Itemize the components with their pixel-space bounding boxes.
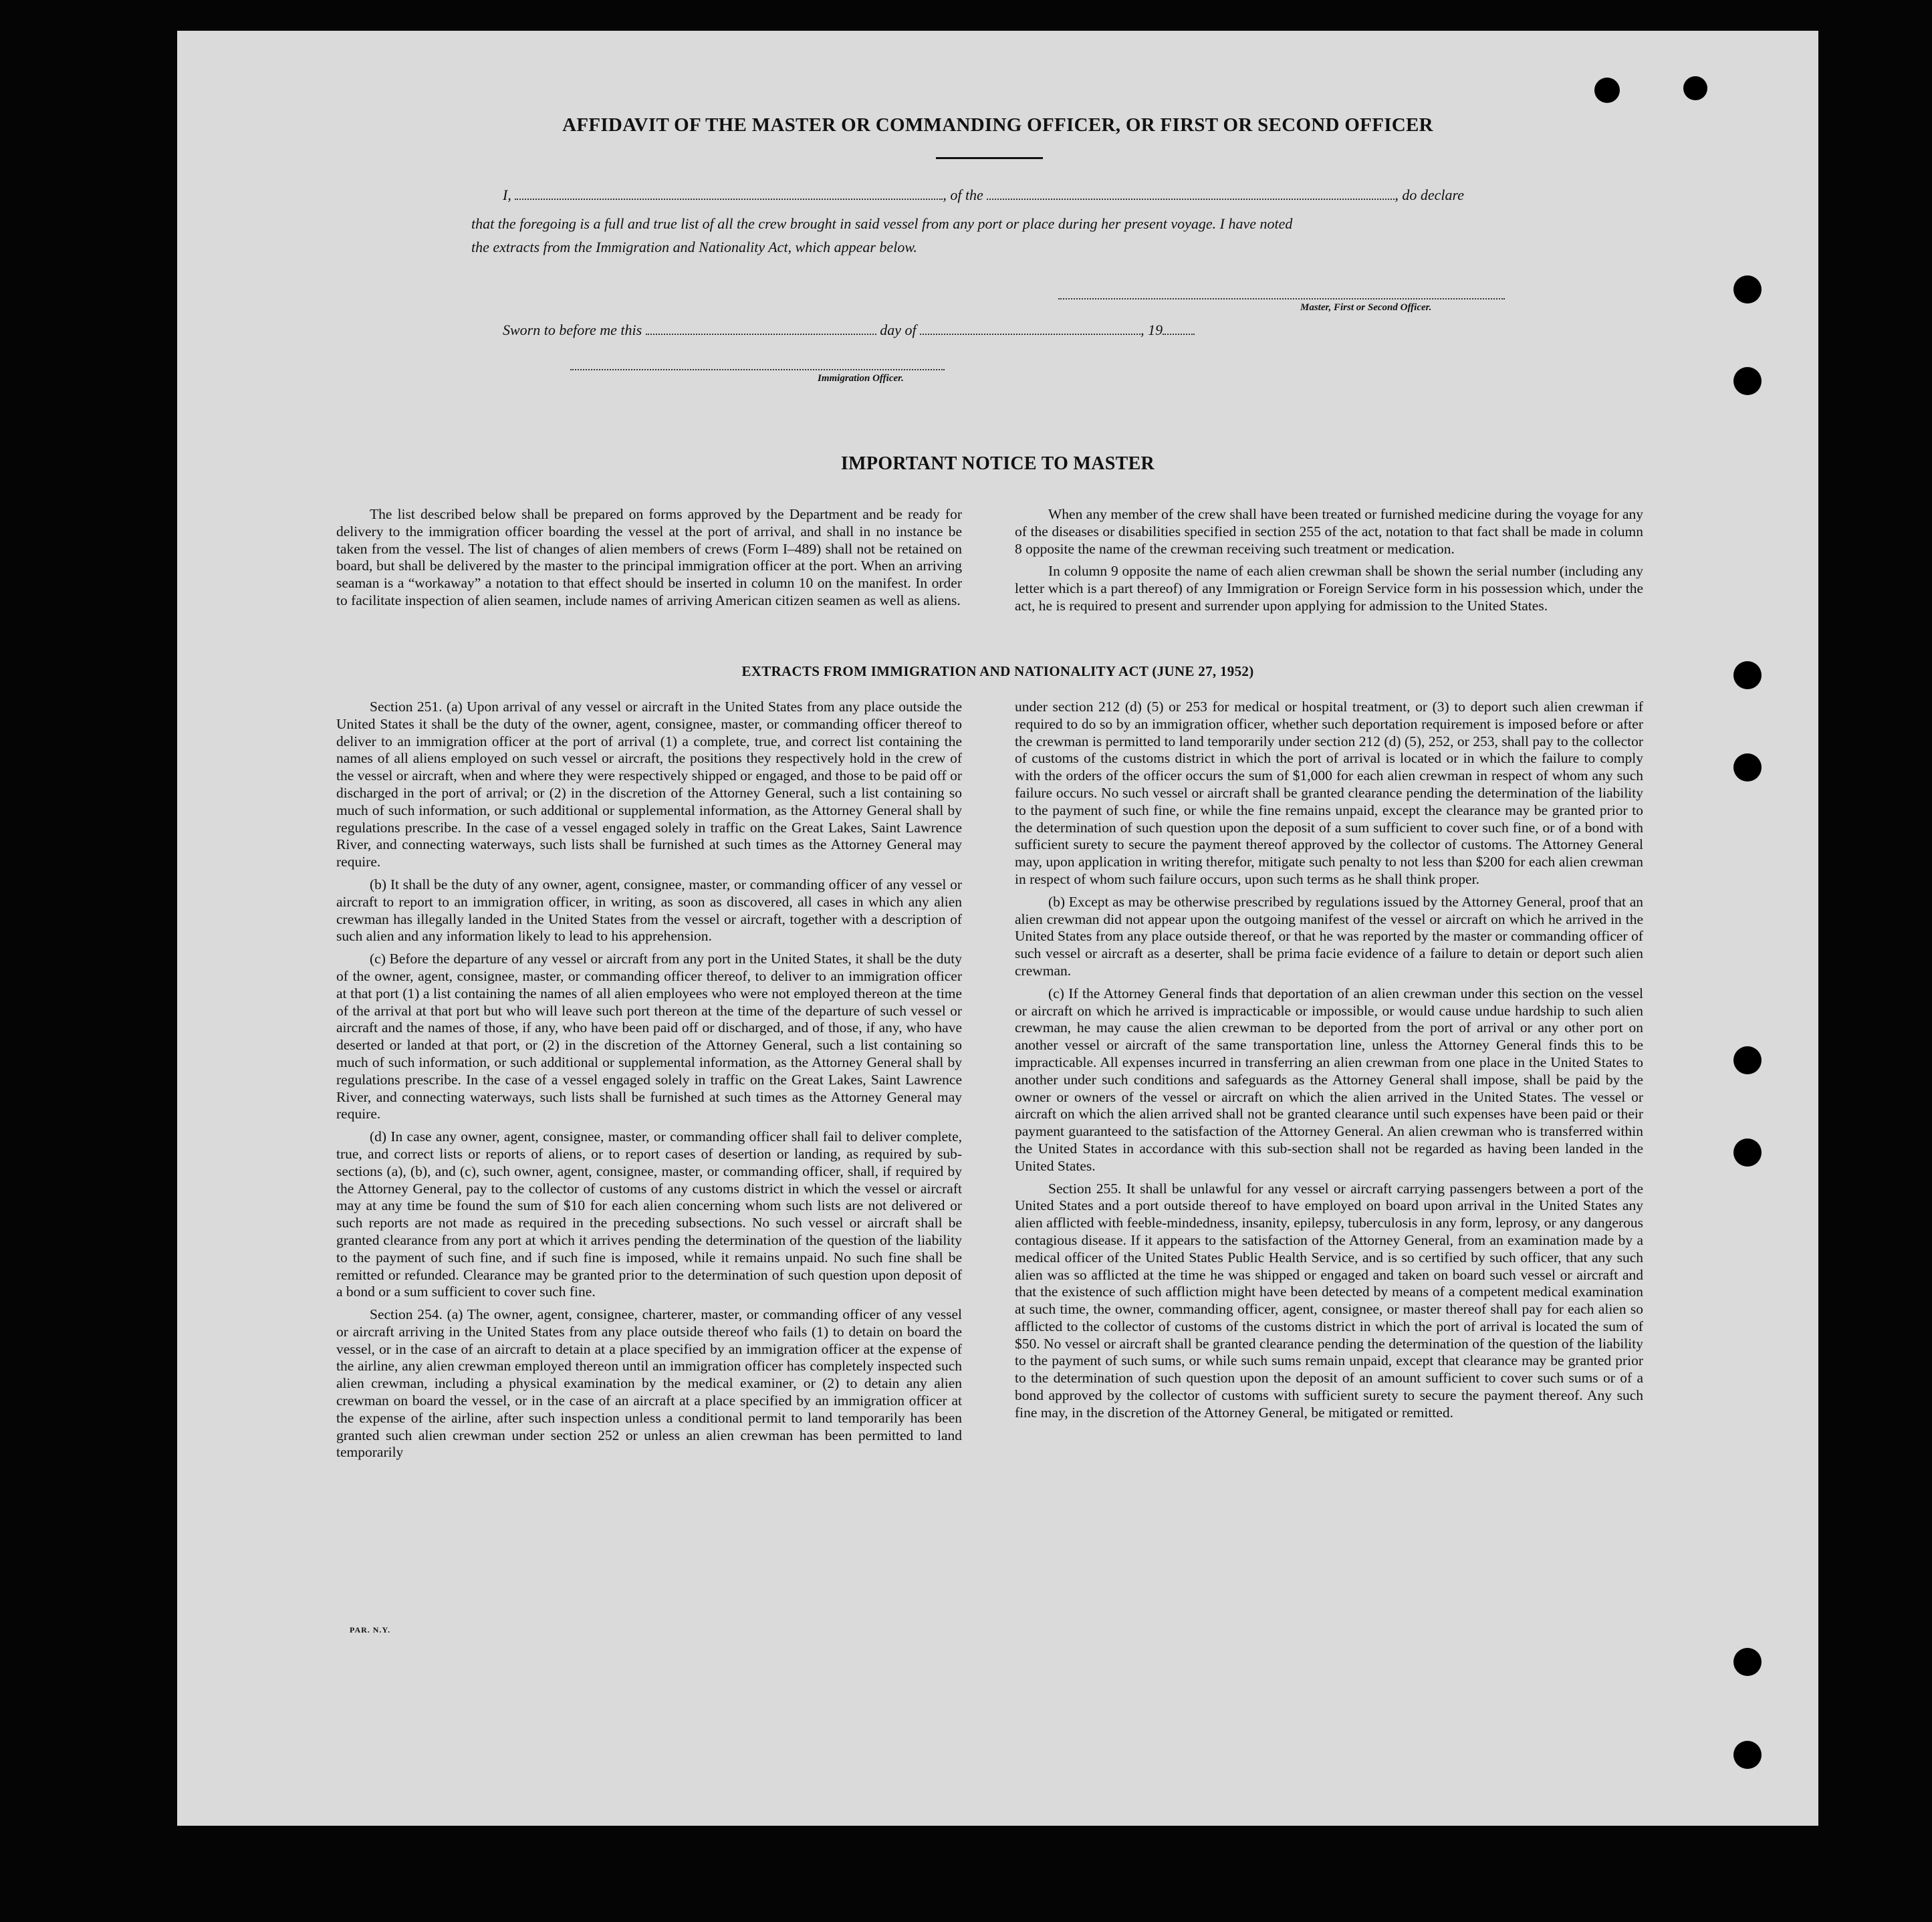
name-blank[interactable] <box>515 199 943 200</box>
notice-right-column <box>1015 506 1643 620</box>
notice-title: IMPORTANT NOTICE TO MASTER <box>840 453 1155 474</box>
section-254a-continued: under section 212 (d) (5) or 253 for medical or hospital treatment, or (3) to deport such alien crewman if required to do so by an immigration officer, whether such deportation requirement is imposed before or after the crewman is permitted to land temporarily under section 212 (d) (5), 252, or 253, shall pay to the collector of customs of the customs district in which the port of arrival is located or in which the failure to comply with the orders of the officer occurs the sum of $1,000 for each alien crewman in respect of whom any such failure occurs. No such vessel or aircraft shall be granted clearance pending the determination of the liability to the payment of such fine, or while the fine remains unpaid, except the clearance may be granted prior to the determination of such question upon the deposit of a sum sufficient to cover such fine, or of a bond with sufficient surety to secure the payment thereof approved by the collector of customs. The Attorney General may, upon application in writing therefor, mitigate such penalty to not less than $200 for each alien crewman in respect of whom such failure occurs, upon such terms as he shall think proper. <box>1015 699 1643 887</box>
master-caption: Master, First or Second Officer. <box>1300 302 1432 313</box>
punch-hole <box>1683 76 1707 100</box>
notice-left-paragraph: The list described below shall be prepared on forms approved by the Department and be ready for delivery to the immigration officer boarding the vessel at the port of arrival, and shall in no instance be taken from the vessel. The list of changes of alien members of crews (Form I–489) shall not be retained on board, but shall be delivered by the master to the principal immigration officer at the port. When an arriving seaman is a “workaway” a notation to that effect should be inserted in column 10 on the manifest. In order to facilitate inspection of alien seamen, include names of arriving American citizen seamen as well as aliens. <box>336 506 962 608</box>
sworn-year-blank[interactable] <box>1163 334 1195 335</box>
punch-hole <box>1733 753 1762 782</box>
punch-hole <box>1733 275 1762 304</box>
year-text: , 19 <box>1140 322 1163 338</box>
affidavit-line-2: that the foregoing is a full and true list of all the crew brought in said vessel from any port or place during her present voyage. I have noted <box>471 215 1293 232</box>
affidavit-title: AFFIDAVIT OF THE MASTER OR COMMANDING OFFICER, OR FIRST OR SECOND OFFICER <box>562 114 1433 136</box>
punch-hole <box>1733 1138 1762 1167</box>
punch-hole <box>1733 1648 1762 1676</box>
notice-right-paragraph-2: In column 9 opposite the name of each alien crewman shall be shown the serial number (including any letter which is a part thereof) of any Immigration or Foreign Service form in his possession which, under the act, he is required to present and surrender upon applying for admission to the United States. <box>1015 563 1643 614</box>
day-of-text: day of <box>880 322 917 338</box>
section-254c: (c) If the Attorney General finds that deportation of an alien crewman under this section on the vessel or aircraft on which he arrived is impracticable or impossible, or would cause undue hardship to such alien crewman, he may cause the alien crewman to be deported from the port of arrival or any other port on another vessel or aircraft of the same transportation line, unless the Attorney General finds this to be impracticable. All expenses incurred in transferring an alien crewman from one place in the United States to another under such conditions and safeguards as the Attorney General shall impose, shall be paid by the owner or owners of the vessel or aircraft on which the alien arrived in the United States. The vessel or aircraft on which the alien arrived shall not be granted clearance until such expenses have been paid or their payment guaranteed to the satisfaction of the Attorney General. An alien crewman who is transferred within the United States in accordance with this sub-section shall not be regarded as having been landed in the United States. <box>1015 985 1643 1174</box>
notice-left-column <box>336 506 962 615</box>
affidavit-line-3: the extracts from the Immigration and Nationality Act, which appear below. <box>471 239 917 255</box>
punch-hole <box>1733 367 1762 395</box>
sworn-text: Sworn to before me this <box>503 322 642 338</box>
section-254b: (b) Except as may be otherwise prescribed by regulations issued by the Attorney General, proof that an alien crewman did not appear upon the outgoing manifest of the vessel or aircraft on which he arrived in the United States from any place outside thereof, or that he was reported by the master or commanding officer of such vessel or aircraft as a deserter, shall be prima facie evidence of a failure to detain or deport such alien crewman. <box>1015 893 1643 979</box>
extracts-left-column <box>336 699 962 1467</box>
master-signature-line[interactable] <box>1058 298 1505 299</box>
sworn-day-blank[interactable] <box>646 334 876 335</box>
section-251d: (d) In case any owner, agent, consignee, master, or commanding officer shall fail to deliver complete, true, and correct lists or reports of aliens, or to report cases of desertion or landing, as required by sub-sections (a), (b), and (c), such owner, agent, consignee, master, or commanding officer, shall, if required by the Attorney General, pay to the collector of customs of any customs district in which the vessel or aircraft may at any time be found the sum of $10 for each alien concerning whom such lists are not delivered or such reports are not made as required in the preceding subsections. No such vessel or aircraft shall be granted clearance from any port at which it arrives pending the determination of the question of the liability to the payment of such fine, and if such fine is imposed, while it remains unpaid. No such fine shall be remitted or refunded. Clearance may be granted prior to the determination of such question upon deposit of a bond or a sum sufficient to cover such fine. <box>336 1128 962 1300</box>
punch-hole <box>1594 78 1620 103</box>
extracts-title: EXTRACTS FROM IMMIGRATION AND NATIONALITY ACT (JUNE 27, 1952) <box>741 663 1254 679</box>
section-251a: Section 251. (a) Upon arrival of any vessel or aircraft in the United States from any place outside the United States it shall be the duty of the owner, agent, consignee, master, or commanding officer thereof to deliver to an immigration officer at the port of arrival (1) a complete, true, and correct list containing the names of all aliens employed on such vessel or aircraft, the positions they respectively hold in the crew of the vessel or aircraft, when and where they were respectively shipped or engaged, and those to be paid off or discharged in the port of arrival; or (2) in the discretion of the Attorney General, such a list containing so much of such information, or such additional or supplemental information, as the Attorney General shall by regulations prescribe. In the case of a vessel engaged solely in traffic on the Great Lakes, Saint Lawrence River, and connecting waterways, such lists shall be furnished at such times as the Attorney General may require. <box>336 699 962 870</box>
notice-right-paragraph-1: When any member of the crew shall have been treated or furnished medicine during the voyage for any of the diseases or disabilities specified in section 255 of the act, notation to that fact shall be made in column 8 opposite the name of the crewman receiving such treatment or medication. <box>1015 506 1643 557</box>
officer-caption: Immigration Officer. <box>818 373 904 384</box>
vessel-blank[interactable] <box>987 199 1395 200</box>
section-251c: (c) Before the departure of any vessel or aircraft from any port in the United States, it shall be the duty of the owner, agent, consignee, master, or commanding officer thereof, to deliver to an immigration officer at that port (1) a list containing the names of all alien employees who were not employed thereon at the time of the arrival at that port but who will leave such port thereon at the time of the departure of such vessel or aircraft and the names of those, if any, who have been paid off or discharged, and of those, if any, who have deserted or landed at that port, or (2) in the discretion of the Attorney General, such a list containing so much of such information, or such additional or supplemental information, as the Attorney General shall by regulations prescribe. In the case of a vessel engaged solely in traffic on the Great Lakes, Saint Lawrence River, and connecting waterways, such lists shall be furnished at such times as the Attorney General may require. <box>336 951 962 1122</box>
punch-hole <box>1733 1046 1762 1074</box>
officer-signature-line[interactable] <box>570 369 945 370</box>
extracts-right-column <box>1015 699 1643 1427</box>
title-rule <box>936 157 1043 159</box>
section-251b: (b) It shall be the duty of any owner, agent, consignee, master, or commanding officer of any vessel or aircraft to report to an immigration officer, in writing, as soon as discovered, all cases in which any alien crewman has illegally landed in the United States from the vessel or aircraft, together with a description of such alien and any information likely to lead to his apprehension. <box>336 876 962 945</box>
line1-declare: , do declare <box>1395 187 1464 203</box>
printer-mark: PAR. N.Y. <box>350 1625 391 1635</box>
section-254a: Section 254. (a) The owner, agent, consignee, charterer, master, or commanding officer of any vessel or aircraft arriving in the United States from any place outside thereof who fails (1) to detain on board the vessel, or in the case of an aircraft to detain at a place specified by an immigration officer at the expense of the airline, any alien crewman employed thereon until an immigration officer has completely inspected such alien crewman, including a physical examination by the medical examiner, or (2) to detain any alien crewman on board the vessel, or in the case of an aircraft at a place specified by an immigration officer at the expense of the airline, after such inspection unless a conditional permit to land temporarily has been granted such alien crewman under section 252 or unless an alien crewman has been permitted to land temporarily <box>336 1306 962 1461</box>
affidavit-line-1 <box>503 187 1464 204</box>
line1-of-the: , of the <box>943 187 983 203</box>
section-255: Section 255. It shall be unlawful for any vessel or aircraft carrying passengers between a port of the United States and a port outside thereof to have employed on board upon arrival in the United States any alien afflicted with feeble-mindedness, insanity, epilepsy, tuberculosis in any form, leprosy, or any dangerous contagious disease. If it appears to the satisfaction of the Attorney General, from an examination made by a medical officer of the United States Public Health Service, and is so certified by such officer, that any such alien was so afflicted at the time he was shipped or engaged and taken on board such vessel or aircraft and that the existence of such affliction might have been detected by means of a competent medical examination at such time, the owner, commanding officer, agent, consignee, or master thereof shall pay for each alien so afflicted to the collector of customs of the customs district in which the port of arrival is located the sum of $50. No vessel or aircraft shall be granted clearance pending the determination of the question of the liability to the payment of such sums, or while such sums remain unpaid, except that clearance may be granted prior to the determination of such question upon the deposit of an amount sufficient to cover such sums or of a bond approved by the collector of customs with sufficient surety to secure the payment thereof. Any such fine may, in the discretion of the Attorney General, be mitigated or remitted. <box>1015 1180 1643 1421</box>
punch-hole <box>1733 1741 1762 1769</box>
sworn-month-blank[interactable] <box>920 334 1140 335</box>
sworn-line <box>503 322 1195 339</box>
document-page <box>177 31 1818 1826</box>
line1-i: I, <box>503 187 511 203</box>
